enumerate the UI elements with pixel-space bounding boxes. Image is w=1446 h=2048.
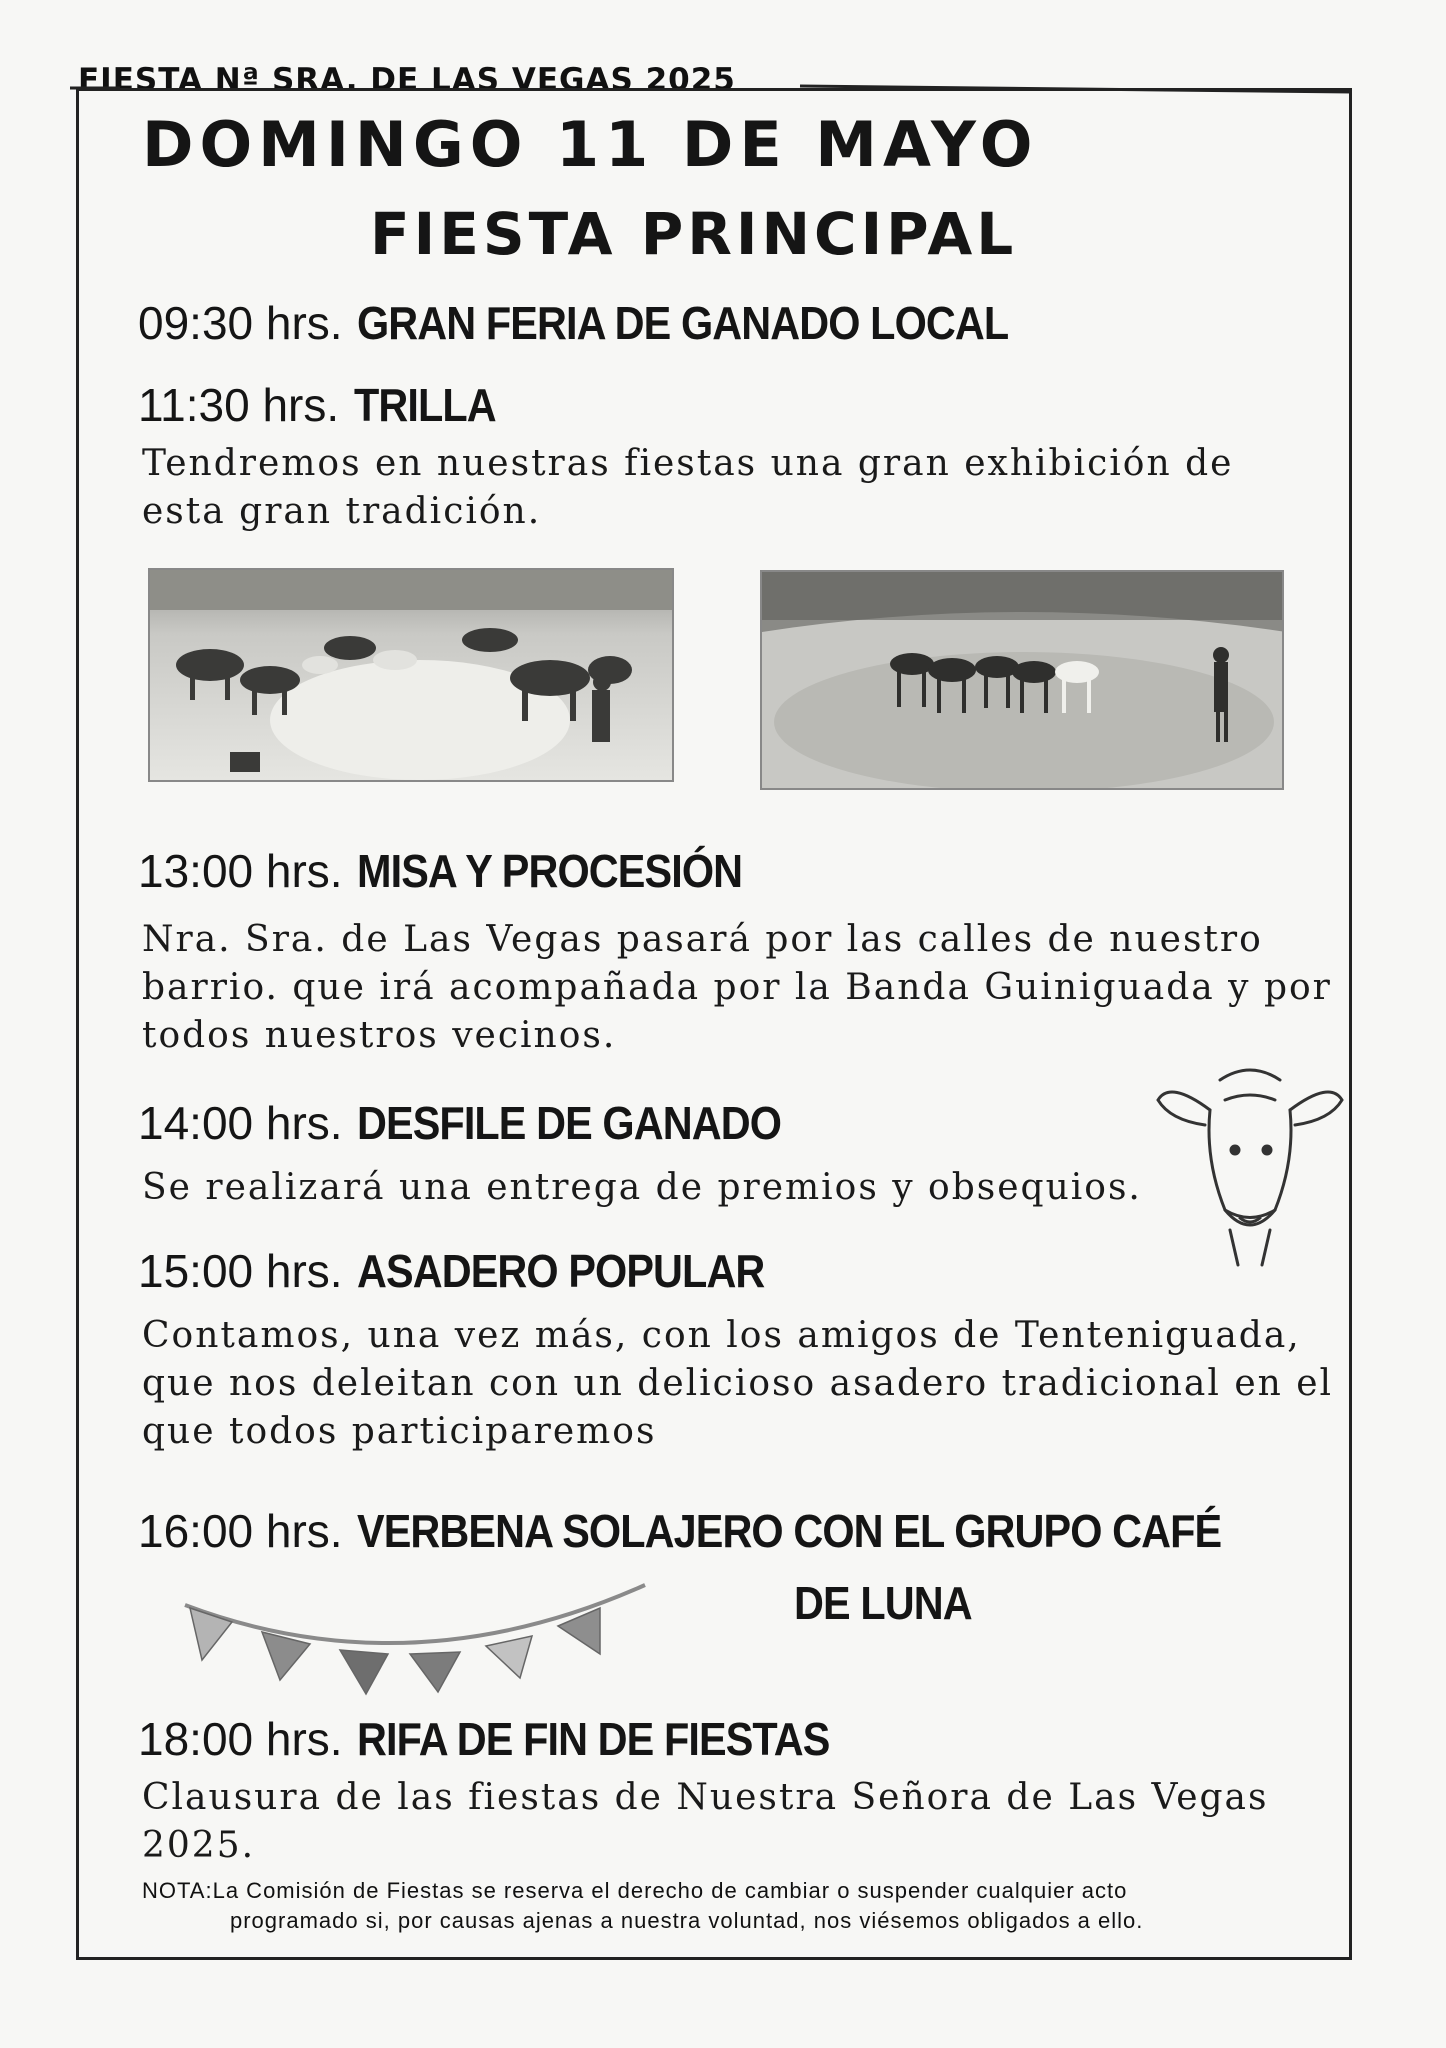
event-description: Contamos, una vez más, con los amigos de Tenteniguada, que nos deleitan con un delicioso asadero tradicional en el que todos participaremos [142,1315,1334,1452]
event-title-continued: DE LUNA [794,1577,972,1629]
event-time: 18:00 hrs. [138,1713,343,1765]
date-title: DOMINGO 11 DE MAYO [142,108,1039,181]
event-description: Clausura de las fiestas de Nuestra Señora de Las Vegas 2025. [142,1777,1269,1866]
event-feria [138,296,1081,350]
event-desfile [138,1096,828,1150]
event-trilla [138,378,511,432]
event-verbena-continued [794,1576,991,1630]
cattle-photo-graphic [150,570,674,782]
event-time: 15:00 hrs. [138,1245,343,1297]
cow-head-icon [1150,1040,1350,1270]
disclaimer-note [142,1876,1342,1936]
event-title: GRAN FERIA DE GANADO LOCAL [357,297,1009,349]
note-line-2: programado si, por causas ajenas a nuestra voluntad, nos viésemos obligados a ello. [230,1908,1144,1933]
event-asadero [138,1244,810,1298]
trilla-photo-horses [760,570,1284,790]
trilla-photo-cattle [148,568,674,782]
event-title: DESFILE DE GANADO [357,1097,782,1149]
event-time: 16:00 hrs. [138,1505,343,1557]
main-title: FIESTA PRINCIPAL [370,200,1018,268]
event-rifa [138,1712,882,1766]
event-title: TRILLA [353,379,496,431]
event-verbena [138,1504,1317,1558]
event-misa [138,844,785,898]
event-title: VERBENA SOLAJERO CON EL GRUPO CAFÉ [357,1505,1222,1557]
event-description: Se realizará una entrega de premios y obsequios. [142,1167,1142,1208]
flyer-header: FIESTA Nª SRA. DE LAS VEGAS 2025 [78,62,736,98]
event-title: ASADERO POPULAR [357,1245,765,1297]
event-time: 14:00 hrs. [138,1097,343,1149]
event-description: Nra. Sra. de Las Vegas pasará por las calles de nuestro barrio. que irá acompañada por la Banda Guiniguada y por todos nuestros vecinos. [142,919,1332,1056]
bunting-flags-icon [180,1580,650,1710]
note-line-1: NOTA:La Comisión de Fiestas se reserva el derecho de cambiar o suspender cualquier acto [142,1878,1128,1903]
event-time: 13:00 hrs. [138,845,343,897]
event-time: 11:30 hrs. [138,379,340,431]
horses-photo-graphic [762,572,1284,790]
event-title: MISA Y PROCESIÓN [357,845,743,897]
event-time: 09:30 hrs. [138,297,343,349]
event-description: Tendremos en nuestras fiestas una gran exhibición de esta gran tradición. [142,443,1234,532]
event-title: RIFA DE FIN DE FIESTAS [357,1713,830,1765]
